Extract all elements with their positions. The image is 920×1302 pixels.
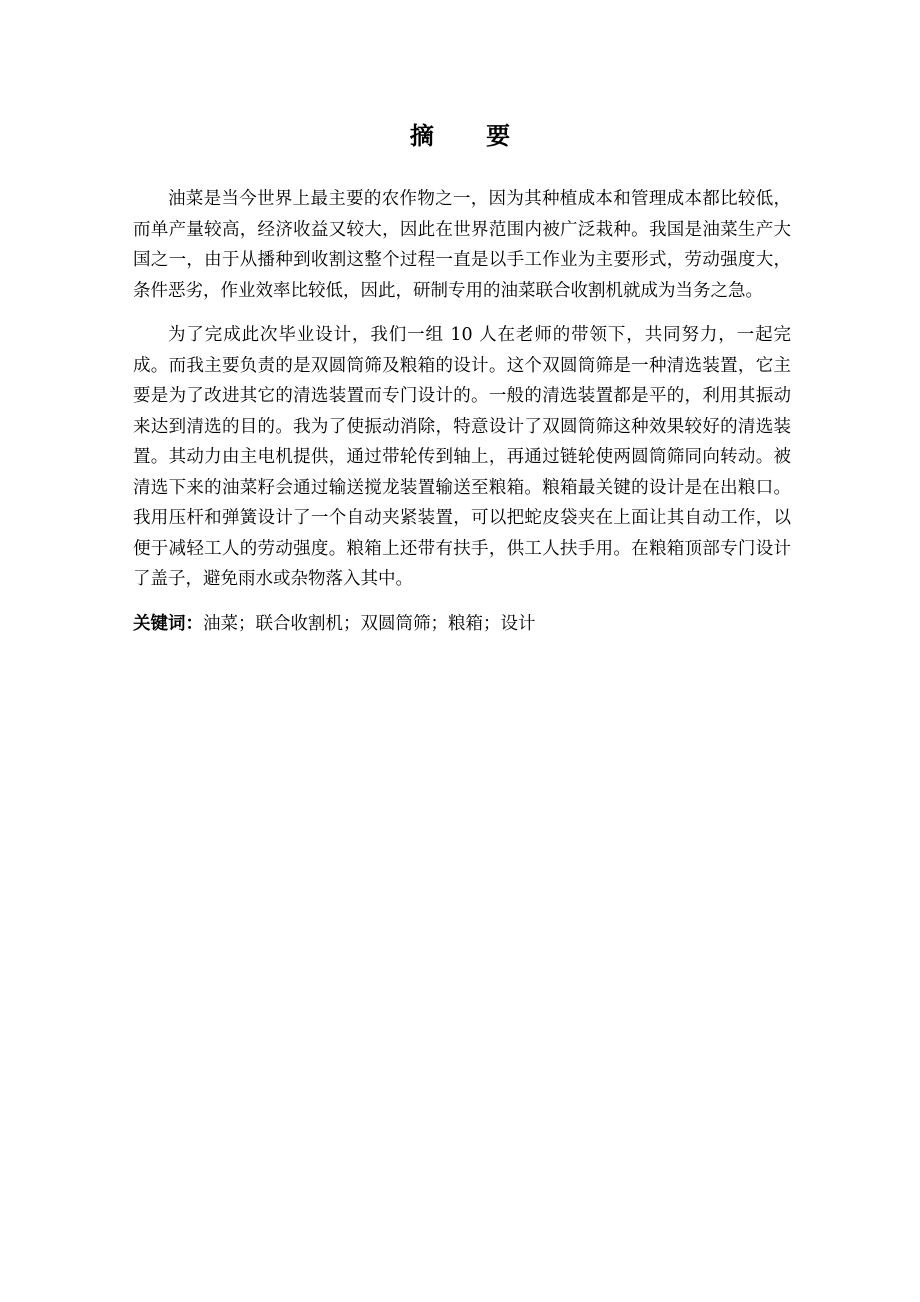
abstract-body	[133, 184, 791, 639]
abstract-title: 摘 要	[409, 122, 533, 150]
keywords-value: 油菜；联合收割机；双圆筒筛；粮箱；设计	[203, 613, 536, 634]
abstract-paragraph-1: 油菜是当今世界上最主要的农作物之一，因为其种植成本和管理成本都比较低，而单产量较高，经济收益又较大，因此在世界范围内被广泛栽种。我国是油菜生产大国之一，由于从播种到收割这整个过程一直是以手工作业为主要形式，劳动强度大，条件恶劣，作业效率比较低，因此，研制专用的油菜联合收割机就成为当务之急。	[133, 189, 791, 301]
keywords-label: 关键词：	[133, 613, 203, 634]
keywords-line	[133, 609, 791, 639]
abstract-paragraph-2: 为了完成此次毕业设计，我们一组 10 人在老师的带领下，共同努力，一起完成。而我主要负责的是双圆筒筛及粮箱的设计。这个双圆筒筛是一种清选装置，它主要是为了改进其它的清选装置而专门设计的。一般的清选装置都是平的，利用其振动来达到清选的目的。我为了使振动消除，特意设计了双圆筒筛这种效果较好的清选装置。其动力由主电机提供，通过带轮传到轴上，再通过链轮使两圆筒筛同向转动。被清选下来的油菜籽会通过输送搅龙装置输送至粮箱。粮箱最关键的设计是在出粮口。我用压杆和弹簧设计了一个自动夹紧装置，可以把蛇皮袋夹在上面让其自动工作，以便于减轻工人的劳动强度。粮箱上还带有扶手，供工人扶手用。在粮箱顶部专门设计了盖子，避免雨水或杂物落入其中。	[133, 325, 791, 589]
